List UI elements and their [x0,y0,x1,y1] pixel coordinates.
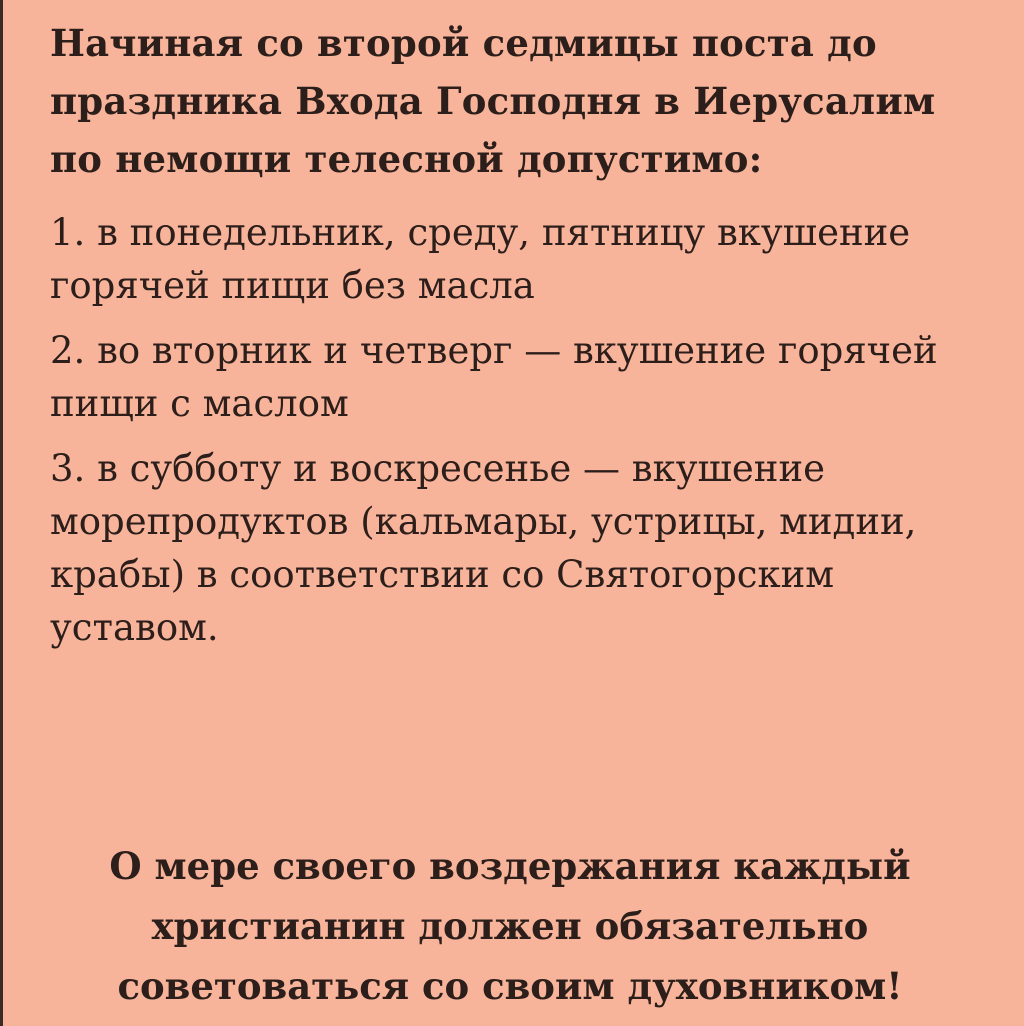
intro-paragraph: Начиная со второй седмицы поста до праздника Входа Господня в Иерусалим по немощи телесной допустимо: [50,21,936,181]
rule-item-2: 2. во вторник и четверг — вкушение горячей пищи с маслом [50,329,938,425]
rule-item-1: 1. в понедельник, среду, пятницу вкушение горячей пищи без масла [50,211,911,307]
rule-item-3: 3. в субботу и воскресенье — вкушение морепродуктов (кальмары, устрицы, мидии, крабы) в соответствии со Святогорским уставом. [50,447,917,649]
left-border-line [0,0,3,1026]
document-body [50,14,990,666]
conclusion-paragraph: О мере своего воздержания каждый христианин должен обязательно советоваться со своим духовником! [109,844,911,1008]
